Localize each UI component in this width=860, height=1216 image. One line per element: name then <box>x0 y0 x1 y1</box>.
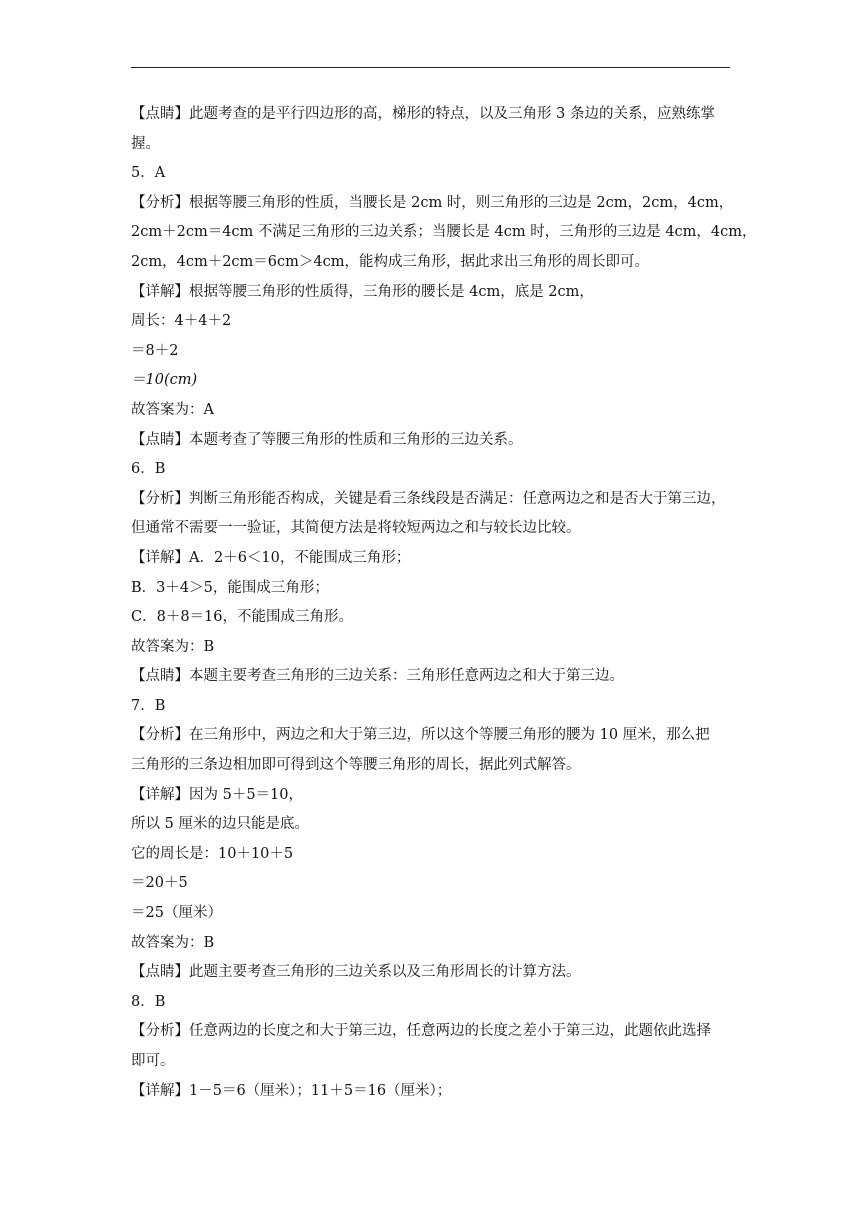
text-line: B．3＋4＞5，能围成三角形； <box>131 579 329 596</box>
answer-heading: 8．B <box>131 993 166 1010</box>
text-line: 【分析】根据等腰三角形的性质，当腰长是 2cm 时，则三角形的三边是 2cm，2cm，4cm， <box>131 194 734 211</box>
text-line: 【详解】根据等腰三角形的性质得，三角形的腰长是 4cm，底是 2cm， <box>131 283 594 300</box>
answer-heading: 5．A <box>131 165 166 182</box>
text-line: 故答案为：A <box>131 401 214 418</box>
text-line: 2cm＋2cm＝4cm 不满足三角形的三边关系；当腰长是 4cm 时，三角形的三边是 4cm，4cm， <box>131 224 757 241</box>
text-line: 【详解】因为 5＋5＝10， <box>131 786 304 803</box>
text-line: 【详解】1－5＝6（厘米）；11＋5＝16（厘米）； <box>131 1082 452 1099</box>
text-line: 故答案为：B <box>131 934 215 951</box>
answer-heading: 7．B <box>131 697 166 714</box>
text-line: 【点睛】本题考查了等腰三角形的性质和三角形的三边关系。 <box>131 431 523 448</box>
formula-line: ＝10(cm) <box>131 372 198 389</box>
formula-line: 周长：4＋4＋2 <box>131 313 232 330</box>
text-line: 【详解】A．2＋6＜10，不能围成三角形； <box>131 549 411 566</box>
text-line: 【点睛】此题主要考查三角形的三边关系以及三角形周长的计算方法。 <box>131 964 581 981</box>
text-line: 即可。 <box>131 1053 175 1069</box>
text-line: 三角形的三条边相加即可得到这个等腰三角形的周长，据此列式解答。 <box>131 757 581 774</box>
text-line: 2cm，4cm＋2cm＝6cm＞4cm，能构成三角形，据此求出三角形的周长即可。 <box>131 253 649 270</box>
text-line: 【分析】在三角形中，两边之和大于第三边，所以这个等腰三角形的腰为 10 厘米，那么把 <box>131 727 710 744</box>
text-line: 所以 5 厘米的边只能是底。 <box>131 816 309 833</box>
answer-heading: 6．B <box>131 461 166 478</box>
text-line: 【点睛】此题考查的是平行四边形的高，梯形的特点，以及三角形 3 条边的关系，应熟练掌 <box>131 106 715 122</box>
header-rule <box>131 67 730 68</box>
formula-line: ＝20＋5 <box>131 875 188 892</box>
text-line: 握。 <box>131 135 160 152</box>
text-line: C．8＋8＝16，不能围成三角形。 <box>131 609 353 626</box>
text-line: 但通常不需要一一验证，其简便方法是将较短两边之和与较长边比较。 <box>131 520 581 537</box>
text-line: 故答案为：B <box>131 638 215 655</box>
text-line: 【分析】任意两边的长度之和大于第三边，任意两边的长度之差小于第三边，此题依此选择 <box>131 1023 711 1040</box>
formula-line: ＝25（厘米） <box>131 905 222 922</box>
text-line: 【点睛】本题主要考查三角形的三边关系：三角形任意两边之和大于第三边。 <box>131 668 624 685</box>
formula-line: ＝8＋2 <box>131 342 179 359</box>
formula-line: 它的周长是：10＋10＋5 <box>131 845 294 862</box>
document-body <box>131 100 757 1106</box>
text-line: 【分析】判断三角形能否构成，关键是看三条线段是否满足：任意两边之和是否大于第三边， <box>131 490 726 507</box>
